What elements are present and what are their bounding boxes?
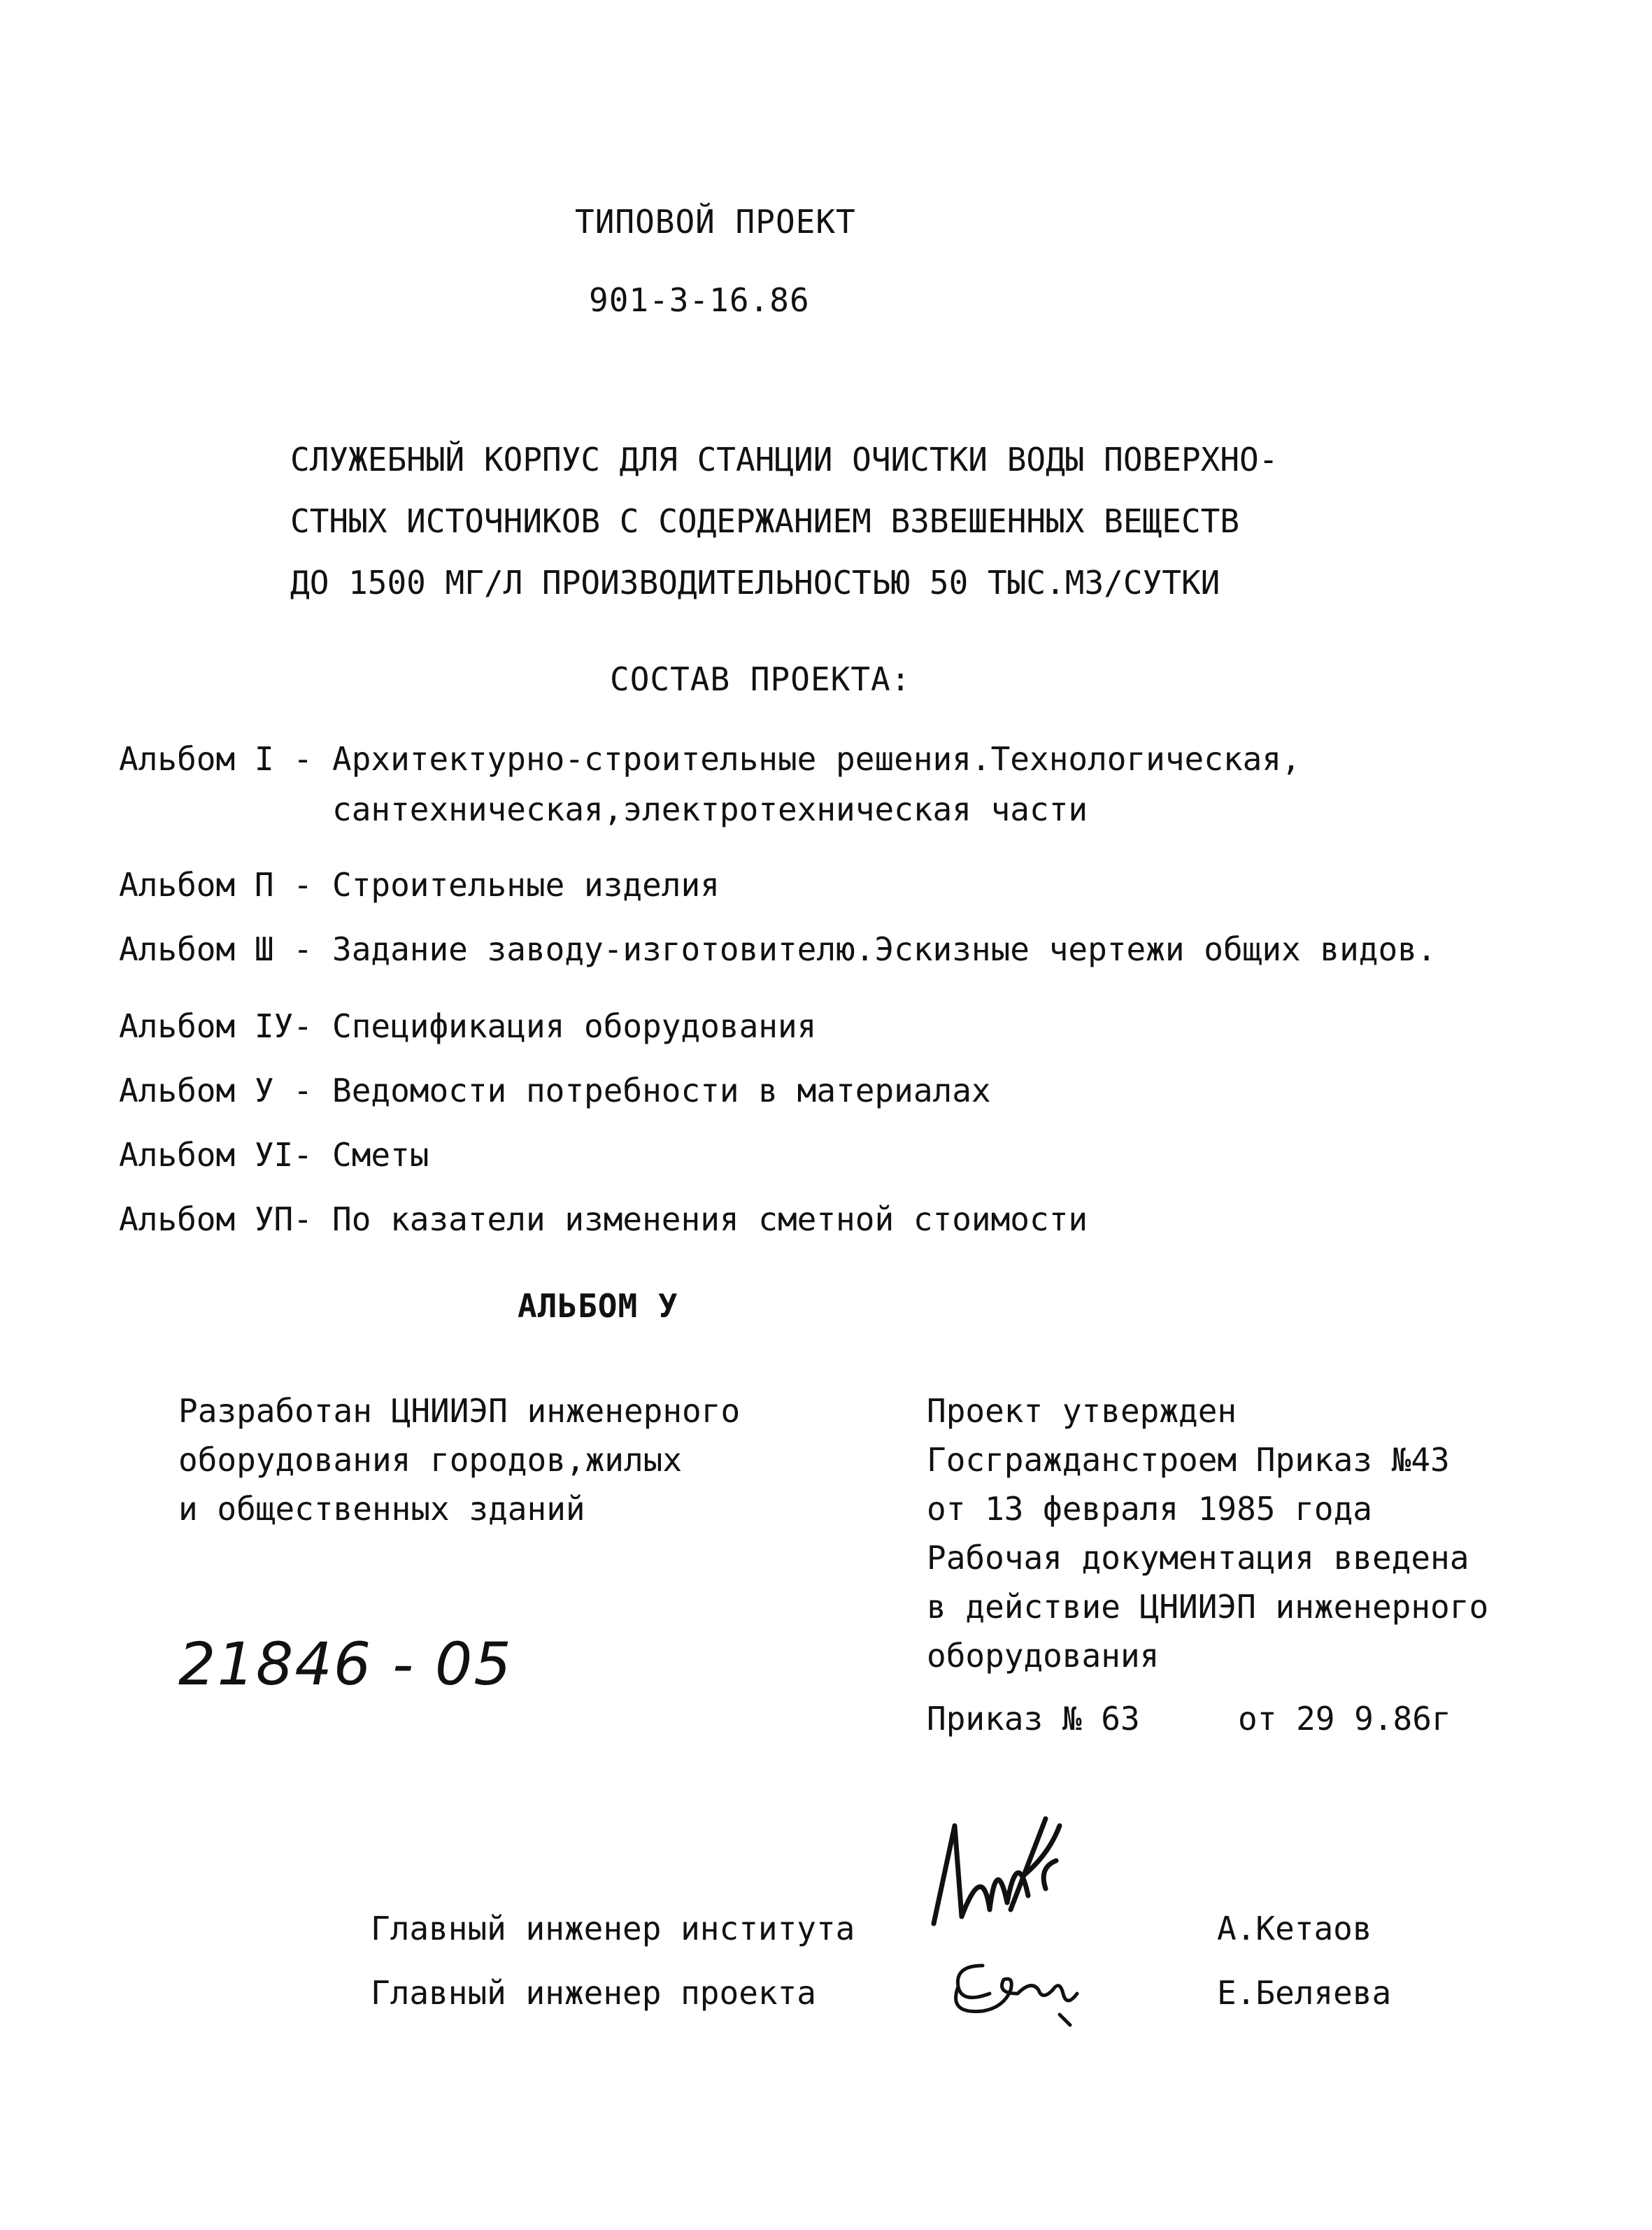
inventory-number: 21846 - 05 <box>178 1630 513 1698</box>
approval-line: Рабочая документация введена <box>927 1539 1469 1577</box>
album-desc: Задание заводу-изготовителю.Эскизные чертежи общих видов. <box>332 930 1437 968</box>
album-desc: Строительные изделия <box>332 866 720 904</box>
developer-line: Разработан ЦНИИЭП инженерного <box>178 1392 741 1430</box>
project-number: 901-3-16.86 <box>589 281 810 319</box>
album-title: АЛЬБОМ У <box>518 1287 678 1325</box>
title-line-3: ДО 1500 МГ/Л ПРОИЗВОДИТЕЛЬНОСТЬЮ 50 ТЫС.М3/СУТКИ <box>290 564 1220 602</box>
title-line-2: СТНЫХ ИСТОЧНИКОВ С СОДЕРЖАНИЕМ ВЗВЕШЕННЫХ ВЕЩЕСТВ <box>290 502 1240 540</box>
developer-line: оборудования городов,жилых <box>178 1441 683 1479</box>
handwritten-signature-icon <box>906 1812 1088 1952</box>
album-item <box>119 740 1301 778</box>
album-desc: По казатели изменения сметной стоимости <box>332 1200 1088 1238</box>
approval-line: Проект утвержден <box>927 1392 1237 1430</box>
album-desc: Архитектурно-строительные решения.Технологическая, <box>332 740 1301 778</box>
approval-line: в действие ЦНИИЭП инженерного <box>927 1588 1489 1626</box>
album-label: Альбом П - <box>119 866 313 904</box>
signature-role: Главный инженер института <box>371 1910 855 1947</box>
approval-line: оборудования <box>927 1637 1160 1675</box>
handwritten-signature-icon <box>941 1952 1095 2029</box>
album-label: Альбом УI- <box>119 1136 313 1174</box>
album-label: Альбом I - <box>119 740 313 778</box>
developer-line: и общественных зданий <box>178 1490 585 1528</box>
album-item <box>119 930 1437 968</box>
title-line-1: СЛУЖЕБНЫЙ КОРПУС ДЛЯ СТАНЦИИ ОЧИСТКИ ВОДЫ ПОВЕРХНО- <box>290 441 1279 478</box>
composition-heading: СОСТАВ ПРОЕКТА: <box>610 660 911 698</box>
album-label: Альбом У - <box>119 1072 313 1109</box>
album-desc-continuation: сантехническая,электротехническая части <box>332 790 1088 828</box>
album-item <box>119 1200 1088 1238</box>
approval-line: от 13 февраля 1985 года <box>927 1490 1372 1528</box>
album-desc: Спецификация оборудования <box>332 1007 817 1045</box>
order-label: Приказ № 63 <box>927 1700 1140 1738</box>
album-desc: Ведомости потребности в материалах <box>332 1072 991 1109</box>
album-label: Альбом IУ- <box>119 1007 313 1045</box>
project-type-heading: ТИПОВОЙ ПРОЕКТ <box>575 203 856 241</box>
signature-name: Е.Беляева <box>1217 1974 1392 2012</box>
album-item <box>119 866 720 904</box>
album-item <box>119 1007 816 1045</box>
album-item <box>119 1072 991 1109</box>
album-desc: Сметы <box>332 1136 429 1174</box>
album-label: Альбом УП- <box>119 1200 313 1238</box>
signature-name: А.Кетаов <box>1217 1910 1372 1947</box>
approval-line: Госгражданстроем Приказ №43 <box>927 1441 1450 1479</box>
album-label: Альбом Ш - <box>119 930 313 968</box>
order-date: от 29 9.86г <box>1238 1700 1451 1738</box>
album-item <box>119 1136 429 1174</box>
signature-role: Главный инженер проекта <box>371 1974 816 2012</box>
